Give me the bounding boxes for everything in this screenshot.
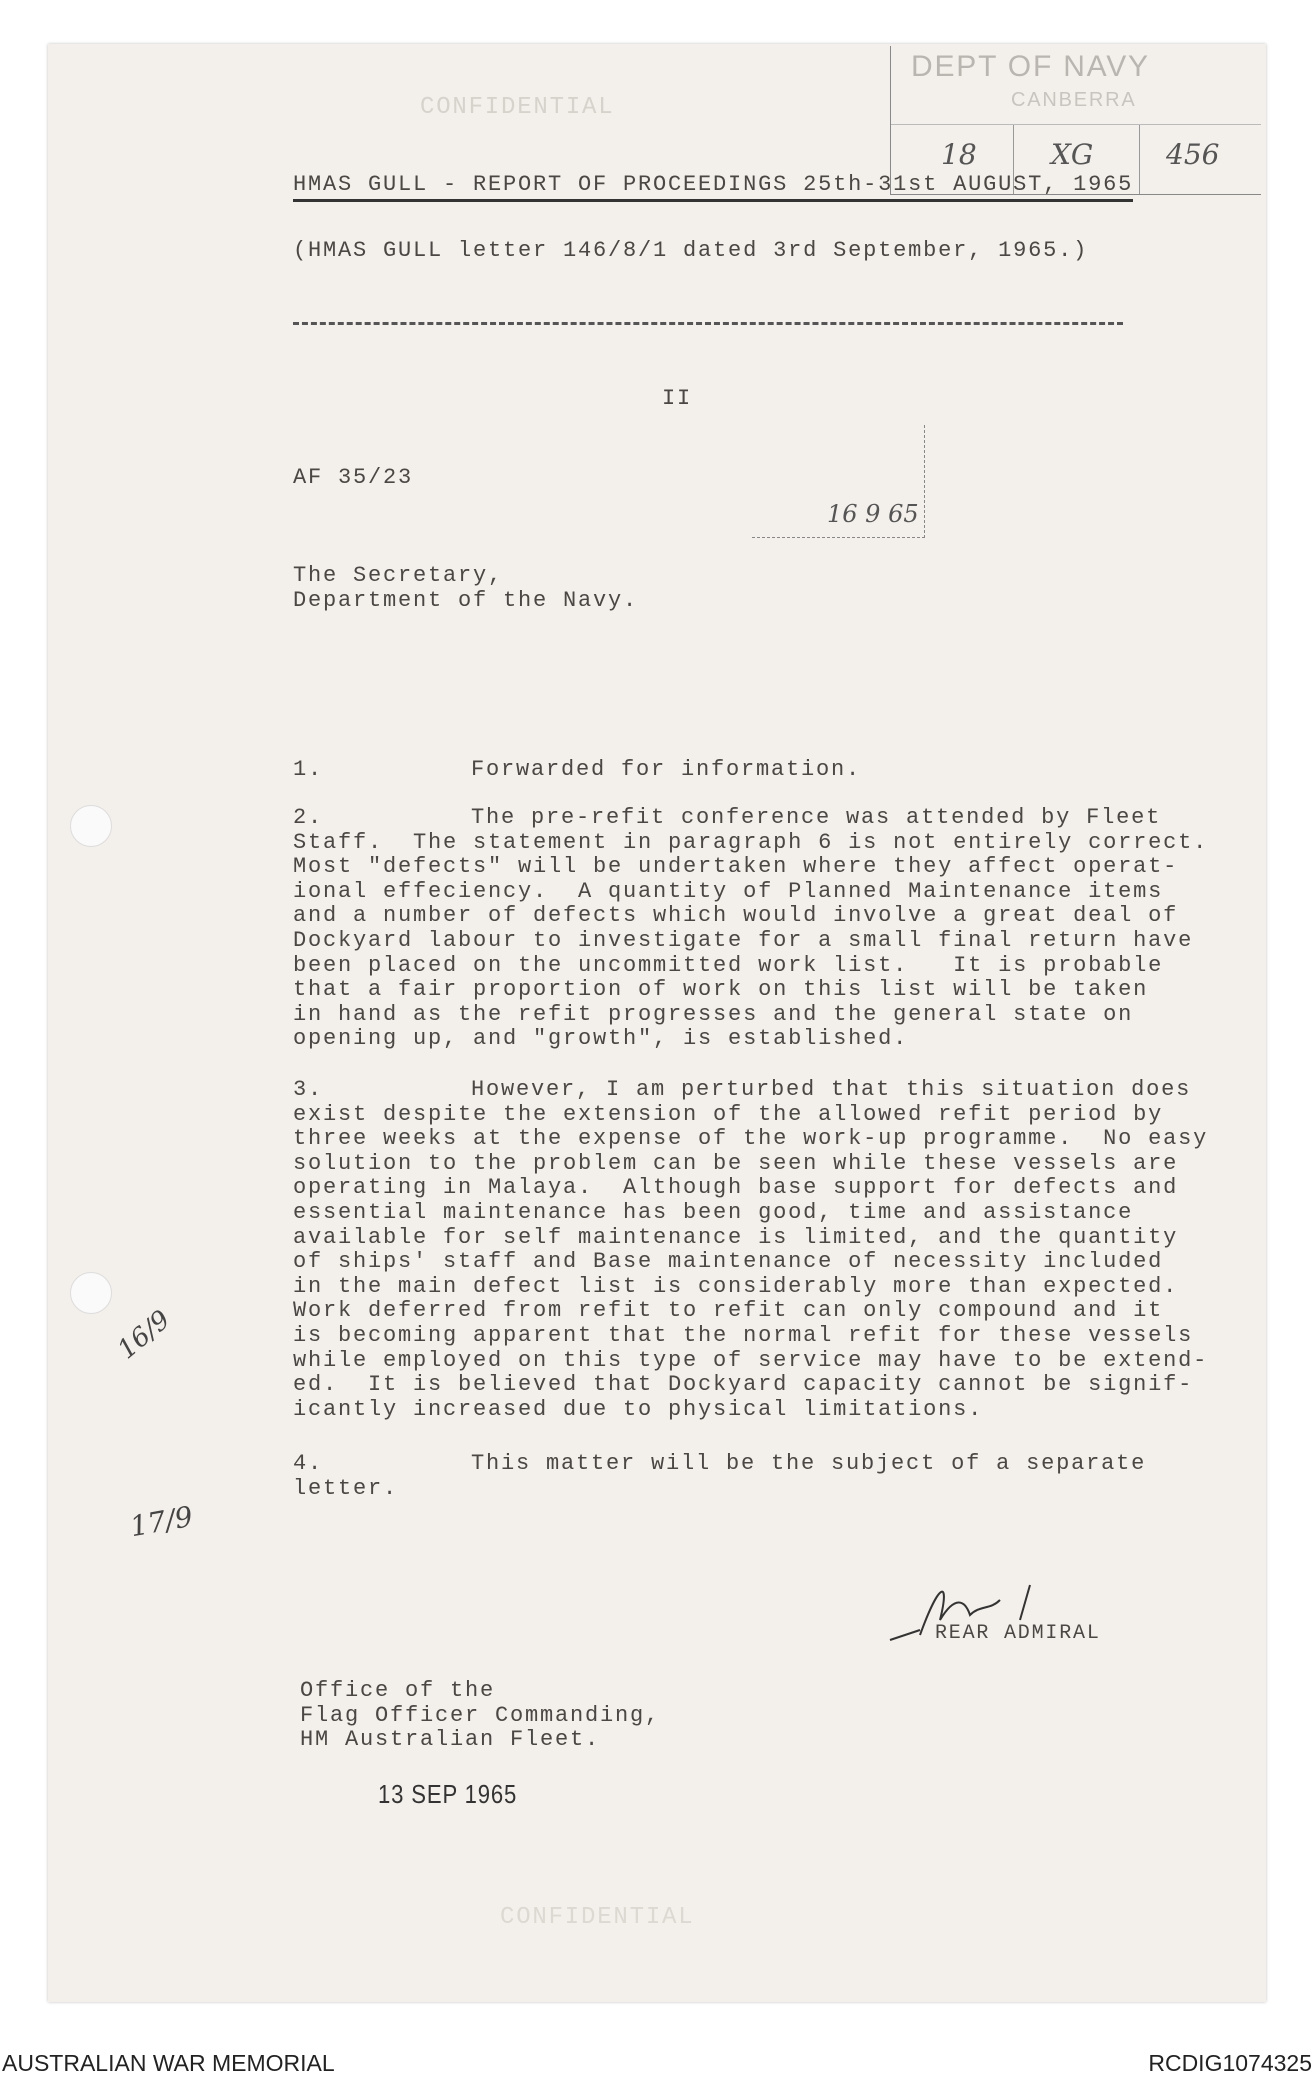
addressee-line: Department of the Navy.	[293, 588, 639, 613]
paragraph-line: operating in Malaya. Although base support for defects and	[293, 1175, 1179, 1201]
registry-cell: XG	[1051, 138, 1094, 171]
footer-institution: AUSTRALIAN WAR MEMORIAL	[2, 2050, 335, 2076]
addressee-line: The Secretary,	[293, 563, 504, 588]
document-title: HMAS GULL - REPORT OF PROCEEDINGS 25th-31st AUGUST, 1965	[293, 172, 1133, 202]
paragraph-line: ed. It is believed that Dockyard capacity cannot be signif-	[293, 1372, 1194, 1398]
paragraph-line: Staff. The statement in paragraph 6 is not entirely correct.	[293, 829, 1209, 855]
received-date: 16 9 65	[827, 500, 919, 528]
paragraph-line: The pre-refit conference was attended by Fleet	[471, 805, 1162, 830]
paragraph-number: 3.	[293, 1077, 324, 1102]
paragraph-1	[293, 757, 862, 783]
paragraph-line: essential maintenance has been good, time and assistance	[293, 1199, 1134, 1225]
paragraph-line: Work deferred from refit to refit can only compound and it	[293, 1298, 1164, 1324]
paragraph-line: and a number of defects which would involve a great deal of	[293, 903, 1179, 929]
date-stamp: 13 SEP 1965	[378, 1779, 518, 1809]
paragraph-line: solution to the problem can be seen while these vessels are	[293, 1150, 1179, 1176]
document-subtitle: (HMAS GULL letter 146/8/1 dated 3rd September, 1965.)	[293, 238, 1089, 263]
paragraph-2	[293, 806, 1208, 1052]
paragraph-line: icantly increased due to physical limitations.	[293, 1396, 984, 1422]
paragraph-line: Most "defects" will be undertaken where they affect operat-	[293, 854, 1179, 880]
office-line: HM Australian Fleet.	[300, 1727, 601, 1752]
punch-hole	[70, 805, 112, 847]
punch-hole	[70, 1272, 112, 1314]
paragraph-line: while employed on this type of service may have to be extend-	[293, 1347, 1209, 1373]
paragraph-line: been placed on the uncommitted work list. It is probable	[293, 952, 1164, 978]
paragraph-3	[293, 1078, 1208, 1422]
paragraph-line: is becoming apparent that the normal refit for these vessels	[293, 1322, 1194, 1348]
paragraph-4	[293, 1451, 1147, 1501]
paragraph-line: three weeks at the expense of the work-up programme. No easy	[293, 1126, 1209, 1152]
registry-stamp-sub: CANBERRA	[1011, 89, 1137, 111]
paragraph-line: Forwarded for information.	[471, 757, 862, 782]
paragraph-number: 2.	[293, 805, 324, 830]
received-stamp	[752, 425, 925, 538]
handwritten-annotation: 17/9	[127, 1499, 196, 1544]
signature-title: REAR ADMIRAL	[935, 1622, 1101, 1645]
footer-record-id: RCDIG1074325	[1148, 2050, 1312, 2076]
reference-number: AF 35/23	[293, 465, 414, 490]
paragraph-line: that a fair proportion of work on this list will be taken	[293, 977, 1149, 1003]
paragraph-line: of ships' staff and Base maintenance of necessity included	[293, 1249, 1164, 1275]
confidential-mark-top: CONFIDENTIAL	[420, 94, 615, 121]
paragraph-line: ional effeciency. A quantity of Planned Maintenance items	[293, 878, 1164, 904]
paragraph-line: However, I am perturbed that this situation does	[471, 1077, 1192, 1102]
paragraph-line: exist despite the extension of the allowed refit period by	[293, 1101, 1164, 1127]
handwritten-annotation: 16/9	[112, 1304, 177, 1366]
registry-stamp-header: DEPT OF NAVY	[911, 50, 1150, 83]
office-line: Flag Officer Commanding,	[300, 1703, 661, 1728]
paragraph-line: in hand as the refit progresses and the general state on	[293, 1001, 1134, 1027]
paragraph-line: opening up, and "growth", is established.	[293, 1026, 909, 1052]
paragraph-number: 4.	[293, 1451, 324, 1476]
divider	[293, 322, 1123, 325]
paragraph-number: 1.	[293, 757, 324, 782]
office-line: Office of the	[300, 1678, 496, 1703]
section-number: II	[662, 386, 693, 411]
registry-cell: 18	[941, 138, 977, 171]
paragraph-line: letter.	[293, 1475, 399, 1501]
registry-cell: 456	[1166, 138, 1220, 171]
paragraph-line: This matter will be the subject of a separate	[471, 1451, 1147, 1476]
paragraph-line: Dockyard labour to investigate for a small final return have	[293, 927, 1194, 953]
paragraph-line: in the main defect list is considerably more than expected.	[293, 1273, 1179, 1299]
paragraph-line: available for self maintenance is limited, and the quantity	[293, 1224, 1179, 1250]
confidential-mark-bottom: CONFIDENTIAL	[500, 1904, 695, 1931]
